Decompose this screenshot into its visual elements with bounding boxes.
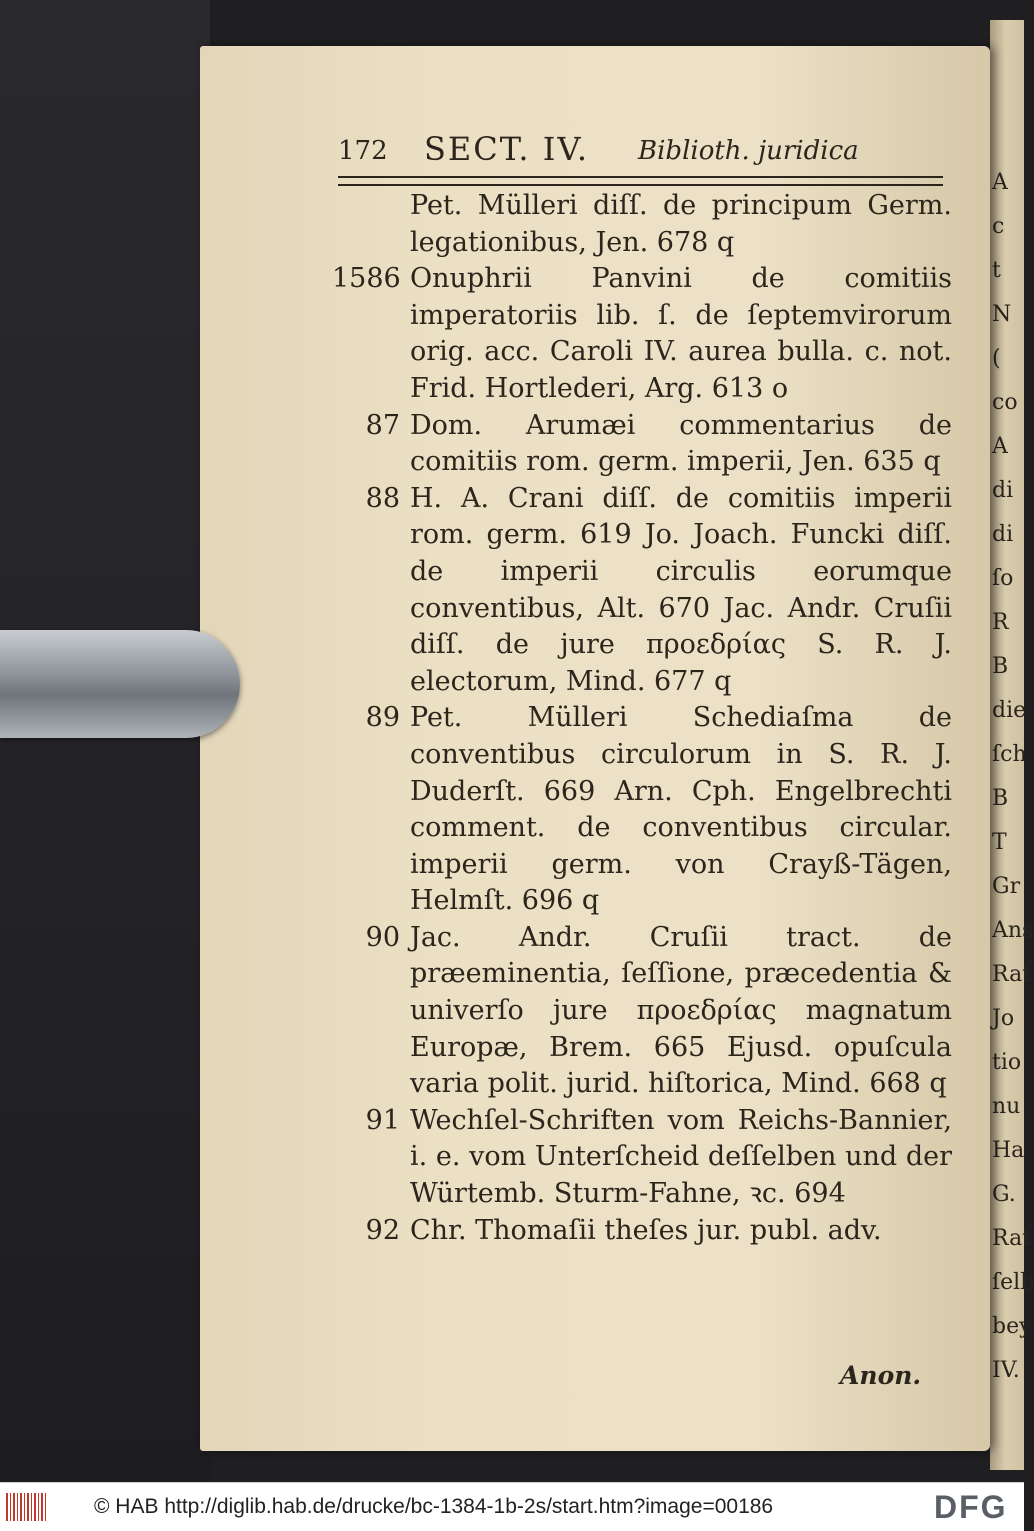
entry-number: 87 bbox=[365, 409, 400, 441]
adjacent-page-edge bbox=[990, 20, 1034, 1470]
list-item bbox=[332, 920, 952, 1103]
list-item bbox=[332, 700, 952, 920]
copyright-link[interactable]: © HAB http://diglib.hab.de/drucke/bc-1384-1b-2s/start.htm?image=00186 bbox=[94, 1495, 774, 1518]
adjacent-page-fragment: ( bbox=[992, 346, 1001, 371]
adjacent-page-fragment: die bbox=[992, 698, 1027, 723]
adjacent-page-fragment: Rat bbox=[992, 1226, 1032, 1251]
adjacent-page-fragment: tio bbox=[992, 1050, 1022, 1075]
page-holder-clip bbox=[0, 630, 240, 738]
adjacent-page-fragment: c bbox=[992, 214, 1005, 239]
adjacent-page-fragment: B bbox=[992, 654, 1009, 679]
catchword: Anon. bbox=[840, 1361, 922, 1390]
adjacent-page-fragment: Rat bbox=[992, 962, 1032, 987]
adjacent-page-fragment: Gr bbox=[992, 874, 1021, 899]
book-page bbox=[200, 46, 990, 1451]
entry-text: Wechſel-Schriften vom Reichs-Bannier, i. e. vom Unterſcheid deſſelben und der Würtemb. Sturm-Fahne, ꝛc. 694 bbox=[410, 1104, 952, 1210]
adjacent-page-fragment: di bbox=[992, 478, 1014, 503]
entry-number: 92 bbox=[365, 1214, 400, 1246]
page-number: 172 bbox=[338, 136, 388, 166]
scan-background bbox=[0, 0, 210, 1482]
list-item bbox=[332, 1213, 952, 1250]
adjacent-page-fragment: Ha bbox=[992, 1138, 1025, 1163]
adjacent-page-fragment: bey bbox=[992, 1314, 1032, 1339]
list-item bbox=[332, 408, 952, 481]
adjacent-page-fragment: IV. bbox=[992, 1358, 1020, 1383]
page-header bbox=[338, 130, 948, 170]
entry-text: Chr. Thomaſii theſes jur. publ. adv. bbox=[410, 1214, 882, 1246]
adjacent-page-fragment: T bbox=[992, 830, 1007, 855]
entry-list bbox=[332, 188, 952, 1249]
entry-number: 89 bbox=[365, 702, 400, 734]
entry-text: Pet. Mülleri diſſ. de principum Germ. legationibus, Jen. 678 q bbox=[410, 190, 952, 258]
list-item bbox=[332, 261, 952, 407]
header-rule bbox=[338, 176, 943, 186]
adjacent-page-fragment: Ans bbox=[992, 918, 1034, 943]
entry-text: Pet. Mülleri Schediaſma de conventibus circulorum in S. R. J. Duderſt. 669 Arn. Cph. Engelbrechti comment. de conventibus circular. imperii germ. von Crayß-Tägen, Helmſt. 696 q bbox=[410, 702, 952, 917]
hab-logo-icon bbox=[6, 1493, 46, 1521]
section-heading: SECT. IV. bbox=[424, 130, 590, 168]
adjacent-page-fragment: co bbox=[992, 390, 1018, 415]
adjacent-page-fragment: G. bbox=[992, 1182, 1016, 1207]
entry-number: 1586 bbox=[332, 263, 401, 295]
entry-number: 90 bbox=[365, 921, 400, 953]
entry-text: Jac. Andr. Cruſii tract. de præeminentia, ſeſſione, præcedentia & univerſo jure προεδρίας magnatum Europæ, Brem. 665 Ejusd. opuſcula varia polit. jurid. hiſtorica, Mind. 668 q bbox=[410, 921, 952, 1100]
adjacent-page-fragment: t bbox=[992, 258, 1001, 283]
adjacent-page-fragment: ſo bbox=[992, 566, 1014, 591]
footer-bar bbox=[0, 1482, 1024, 1531]
adjacent-page-fragment: ſch bbox=[992, 742, 1027, 767]
entry-number: 91 bbox=[365, 1104, 400, 1136]
adjacent-page-fragment: A bbox=[992, 170, 1008, 195]
adjacent-page-fragment: Jo bbox=[992, 1006, 1015, 1031]
adjacent-page-fragment: di bbox=[992, 522, 1014, 547]
adjacent-page-fragment: B bbox=[992, 786, 1009, 811]
adjacent-page-fragment: ſelb bbox=[992, 1270, 1034, 1295]
entry-text: H. A. Crani diſſ. de comitiis imperii rom. germ. 619 Jo. Joach. Funcki diſſ. de imperii circulis eorumque conventibus, Alt. 670 Jac. Andr. Cruſii diſſ. de jure προεδρίας S. R. J. electorum, Mind. 677 q bbox=[410, 482, 952, 697]
list-item bbox=[332, 188, 952, 261]
dfg-logo: DFG bbox=[934, 1489, 1008, 1525]
adjacent-page-fragment: R bbox=[992, 610, 1009, 635]
adjacent-page-fragment: nu bbox=[992, 1094, 1021, 1119]
entry-text: Onuphrii Panvini de comitiis imperatoriis lib. ſ. de ſeptemvirorum orig. acc. Caroli IV. aurea bulla. c. not. Frid. Hortlederi, Arg. 613 o bbox=[410, 263, 952, 404]
adjacent-page-fragment: A bbox=[992, 434, 1008, 459]
entry-number: 88 bbox=[365, 482, 400, 514]
list-item bbox=[332, 1103, 952, 1213]
entry-text: Dom. Arumæi commentarius de comitiis rom. germ. imperii, Jen. 635 q bbox=[410, 409, 952, 478]
running-title: Biblioth. juridica bbox=[638, 136, 859, 166]
adjacent-page-fragment: N bbox=[992, 302, 1012, 327]
list-item bbox=[332, 481, 952, 701]
